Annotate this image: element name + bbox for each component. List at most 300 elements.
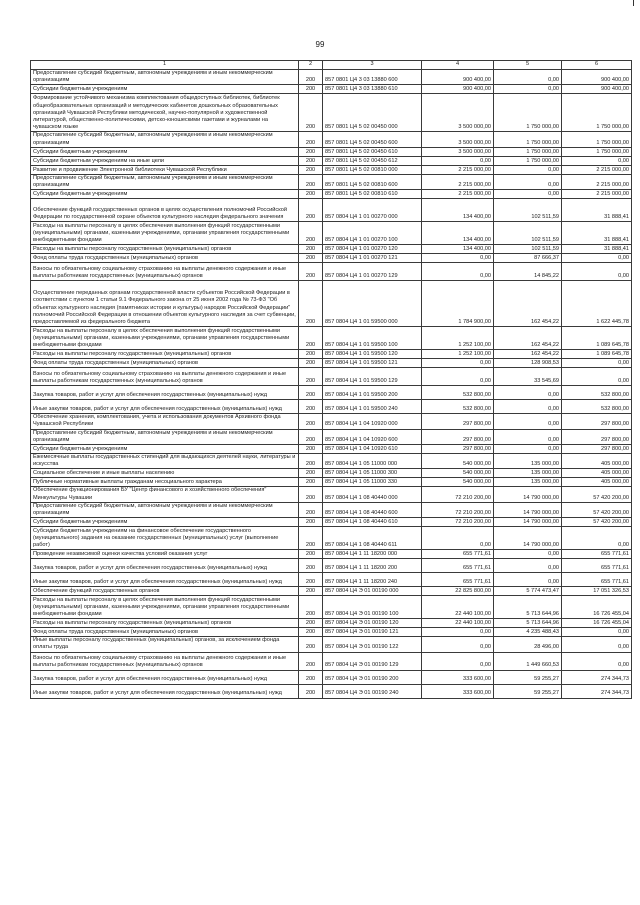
row-amount-change: 0,00 xyxy=(494,165,562,174)
row-amount-total: 57 420 200,00 xyxy=(562,518,632,527)
row-amount-plan: 3 500 000,00 xyxy=(422,147,494,156)
row-amount-change: 135 000,00 xyxy=(494,469,562,478)
row-section: 200 xyxy=(299,263,323,281)
row-name: Субсидии бюджетным учреждениям xyxy=(31,147,299,156)
row-amount-total: 16 726 455,04 xyxy=(562,619,632,628)
row-name: Предоставление субсидий бюджетным, автономным учреждениям и иным некоммерческим организациям xyxy=(31,174,299,189)
row-code: 857 0804 Ц4 1 11 18200 000 xyxy=(323,550,422,559)
row-name: Субсидии бюджетным учреждениям xyxy=(31,190,299,199)
row-amount-total: 0,00 xyxy=(562,359,632,368)
row-amount-change: 5 713 644,96 xyxy=(494,619,562,628)
row-section: 200 xyxy=(299,199,323,222)
row-section: 200 xyxy=(299,414,323,429)
row-amount-plan: 3 500 000,00 xyxy=(422,132,494,147)
row-amount-plan: 0,00 xyxy=(422,637,494,652)
row-amount-total: 0,00 xyxy=(562,628,632,637)
row-section: 200 xyxy=(299,190,323,199)
row-name: Субсидии бюджетным учреждениям xyxy=(31,518,299,527)
row-name: Предоставление субсидий бюджетным, автономным учреждениям и иным некоммерческим организациям xyxy=(31,70,299,85)
row-section: 200 xyxy=(299,478,323,487)
table-row xyxy=(31,94,632,132)
row-name: Предоставление субсидий бюджетным, автономным учреждениям и иным некоммерческим организациям xyxy=(31,132,299,147)
table-row xyxy=(31,368,632,386)
page-number: 99 xyxy=(315,40,325,49)
table-row xyxy=(31,573,632,587)
row-amount-plan: 532 800,00 xyxy=(422,400,494,414)
row-amount-change: 0,00 xyxy=(494,414,562,429)
row-section: 200 xyxy=(299,487,323,502)
row-amount-plan: 2 215 000,00 xyxy=(422,190,494,199)
row-name: Расходы на выплаты персоналу в целях обеспечения выполнения функций государственными (муниципальными) органами, казенными учреждениями, органами управления государственными внебюджетными фондами xyxy=(31,222,299,245)
table-row xyxy=(31,445,632,454)
row-amount-total: 274 344,73 xyxy=(562,684,632,698)
row-amount-plan: 900 400,00 xyxy=(422,85,494,94)
row-code: 857 0804 Ц4 1 01 59500 120 xyxy=(323,350,422,359)
row-code: 857 0804 Ц4 1 01 59500 129 xyxy=(323,368,422,386)
table-row xyxy=(31,165,632,174)
row-code: 857 0801 Ц4 3 03 13880 600 xyxy=(323,70,422,85)
row-amount-change: 4 235 488,43 xyxy=(494,628,562,637)
row-amount-change: 0,00 xyxy=(494,85,562,94)
row-name: Расходы на выплаты персоналу государственных (муниципальных) органов xyxy=(31,350,299,359)
row-code: 857 0804 Ц4 1 05 11000 000 xyxy=(323,454,422,469)
row-amount-change: 0,00 xyxy=(494,445,562,454)
row-name: Обеспечение функций государственных органов xyxy=(31,587,299,596)
row-amount-total: 274 344,73 xyxy=(562,670,632,684)
row-amount-change: 14 845,22 xyxy=(494,263,562,281)
row-amount-change: 33 545,69 xyxy=(494,368,562,386)
table-row xyxy=(31,478,632,487)
row-amount-total: 57 420 200,00 xyxy=(562,502,632,517)
table-row xyxy=(31,263,632,281)
row-name: Иные выплаты персоналу государственных (муниципальных) органов, за исключением фонда оплаты труда xyxy=(31,637,299,652)
row-amount-total: 31 888,41 xyxy=(562,199,632,222)
corner-mark xyxy=(633,0,634,6)
row-amount-total: 31 888,41 xyxy=(562,222,632,245)
table-body xyxy=(31,70,632,699)
row-amount-plan: 2 215 000,00 xyxy=(422,174,494,189)
row-section: 200 xyxy=(299,222,323,245)
table-row xyxy=(31,587,632,596)
table-row xyxy=(31,550,632,559)
row-section: 200 xyxy=(299,147,323,156)
row-amount-total: 297 800,00 xyxy=(562,429,632,444)
row-section: 200 xyxy=(299,94,323,132)
row-amount-change: 59 255,27 xyxy=(494,670,562,684)
row-amount-change: 0,00 xyxy=(494,174,562,189)
row-amount-plan: 540 000,00 xyxy=(422,454,494,469)
row-name: Иные закупки товаров, работ и услуг для обеспечения государственных (муниципальных) нужд xyxy=(31,573,299,587)
row-section: 200 xyxy=(299,684,323,698)
row-amount-change: 0,00 xyxy=(494,573,562,587)
row-amount-plan: 22 825 800,00 xyxy=(422,587,494,596)
row-section: 200 xyxy=(299,174,323,189)
table-row xyxy=(31,652,632,670)
row-name: Взносы по обязательному социальному страхованию на выплаты денежного содержания и иные выплаты работникам государственных (муниципальных) органов xyxy=(31,368,299,386)
row-name: Расходы на выплаты персоналу государственных (муниципальных) органов xyxy=(31,619,299,628)
row-code: 857 0804 Ц4 1 01 59500 000 xyxy=(323,281,422,327)
row-section: 200 xyxy=(299,550,323,559)
row-section: 200 xyxy=(299,386,323,400)
row-name: Расходы на выплаты персоналу в целях обеспечения выполнения функций государственными (муниципальными) органами, казенными учреждениями, органами управления государственными внебюджетными фондами xyxy=(31,327,299,350)
row-section: 200 xyxy=(299,245,323,254)
row-code: 857 0804 Ц4 1 04 10920 600 xyxy=(323,429,422,444)
table-row xyxy=(31,518,632,527)
row-code: 857 0804 Ц4 1 04 10920 610 xyxy=(323,445,422,454)
row-name: Расходы на выплаты персоналу государственных (муниципальных) органов xyxy=(31,245,299,254)
table-row xyxy=(31,386,632,400)
row-name: Субсидии бюджетным учреждениям на иные цели xyxy=(31,156,299,165)
row-amount-change: 87 666,37 xyxy=(494,254,562,263)
row-amount-total: 900 400,00 xyxy=(562,85,632,94)
row-code: 857 0804 Ц4 Э 01 00190 129 xyxy=(323,652,422,670)
row-name: Развитие и продвижение Электронной библиотеки Чувашской Республики xyxy=(31,165,299,174)
row-name: Закупка товаров, работ и услуг для обеспечения государственных (муниципальных) нужд xyxy=(31,670,299,684)
row-code: 857 0801 Ц4 5 02 00810 600 xyxy=(323,174,422,189)
row-section: 200 xyxy=(299,359,323,368)
row-amount-total: 532 800,00 xyxy=(562,400,632,414)
table-row xyxy=(31,454,632,469)
table-row xyxy=(31,527,632,550)
row-amount-plan: 2 215 000,00 xyxy=(422,165,494,174)
row-amount-plan: 333 600,00 xyxy=(422,670,494,684)
row-code: 857 0801 Ц4 5 02 00450 610 xyxy=(323,147,422,156)
row-amount-total: 297 800,00 xyxy=(562,414,632,429)
row-code: 857 0801 Ц4 5 02 00450 612 xyxy=(323,156,422,165)
row-amount-plan: 1 252 100,00 xyxy=(422,350,494,359)
row-name: Субсидии бюджетным учреждениям xyxy=(31,445,299,454)
row-section: 200 xyxy=(299,518,323,527)
row-amount-change: 14 790 000,00 xyxy=(494,518,562,527)
table-row xyxy=(31,222,632,245)
row-code: 857 0804 Ц4 Э 01 00190 000 xyxy=(323,587,422,596)
row-section: 200 xyxy=(299,368,323,386)
row-amount-change: 28 496,00 xyxy=(494,637,562,652)
table-row xyxy=(31,400,632,414)
row-amount-plan: 297 800,00 xyxy=(422,429,494,444)
row-amount-plan: 655 771,61 xyxy=(422,559,494,573)
row-code: 857 0804 Ц4 1 11 18200 200 xyxy=(323,559,422,573)
row-amount-total: 1 622 445,78 xyxy=(562,281,632,327)
row-amount-change: 102 511,59 xyxy=(494,222,562,245)
row-amount-plan: 72 210 200,00 xyxy=(422,502,494,517)
row-section: 200 xyxy=(299,670,323,684)
table-row xyxy=(31,619,632,628)
row-name: Иные закупки товаров, работ и услуг для обеспечения государственных (муниципальных) нужд xyxy=(31,400,299,414)
row-amount-total: 2 215 000,00 xyxy=(562,165,632,174)
row-section: 200 xyxy=(299,628,323,637)
row-amount-plan: 0,00 xyxy=(422,254,494,263)
row-section: 200 xyxy=(299,70,323,85)
row-amount-total: 1 750 000,00 xyxy=(562,94,632,132)
row-section: 200 xyxy=(299,132,323,147)
row-section: 200 xyxy=(299,637,323,652)
header-col-1: 1 xyxy=(31,61,299,70)
row-section: 200 xyxy=(299,327,323,350)
row-code: 857 0804 Ц4 1 11 18200 240 xyxy=(323,573,422,587)
table-row xyxy=(31,487,632,502)
table-row xyxy=(31,327,632,350)
row-name: Иные закупки товаров, работ и услуг для обеспечения государственных (муниципальных) нужд xyxy=(31,684,299,698)
row-section: 200 xyxy=(299,156,323,165)
row-code: 857 0801 Ц4 5 02 00810 000 xyxy=(323,165,422,174)
row-amount-total: 1 750 000,00 xyxy=(562,147,632,156)
row-amount-change: 1 750 000,00 xyxy=(494,147,562,156)
row-amount-change: 1 750 000,00 xyxy=(494,132,562,147)
row-amount-change: 128 908,53 xyxy=(494,359,562,368)
row-section: 200 xyxy=(299,350,323,359)
table-row xyxy=(31,350,632,359)
row-amount-change: 5 774 473,47 xyxy=(494,587,562,596)
row-name: Фонд оплаты труда государственных (муниципальных) органов xyxy=(31,254,299,263)
header-col-2: 2 xyxy=(299,61,323,70)
row-section: 200 xyxy=(299,454,323,469)
row-amount-total: 0,00 xyxy=(562,368,632,386)
row-amount-total: 900 400,00 xyxy=(562,70,632,85)
row-name: Взносы по обязательному социальному страхованию на выплаты денежного содержания и иные выплаты работникам государственных (муниципальных) органов xyxy=(31,263,299,281)
row-code: 857 0804 Ц4 1 08 40440 611 xyxy=(323,527,422,550)
row-code: 857 0801 Ц4 5 02 00450 000 xyxy=(323,94,422,132)
row-name: Предоставление субсидий бюджетным, автономным учреждениям и иным некоммерческим организациям xyxy=(31,502,299,517)
table-row xyxy=(31,559,632,573)
row-amount-plan: 1 784 900,00 xyxy=(422,281,494,327)
table-row xyxy=(31,670,632,684)
row-amount-total: 17 051 326,53 xyxy=(562,587,632,596)
row-section: 200 xyxy=(299,85,323,94)
table-row xyxy=(31,281,632,327)
row-section: 200 xyxy=(299,619,323,628)
row-amount-plan: 134 400,00 xyxy=(422,222,494,245)
row-amount-plan: 72 210 200,00 xyxy=(422,518,494,527)
row-amount-plan: 0,00 xyxy=(422,527,494,550)
row-amount-total: 1 089 645,78 xyxy=(562,327,632,350)
row-code: 857 0804 Ц4 1 01 00270 120 xyxy=(323,245,422,254)
table-row xyxy=(31,254,632,263)
row-code: 857 0804 Ц4 Э 01 00190 200 xyxy=(323,670,422,684)
row-name: Субсидии бюджетным учреждениям на финансовое обеспечение государственного (муниципального) задания на оказание государственных (муниципальных) услуг (выполнение работ) xyxy=(31,527,299,550)
row-amount-change: 135 000,00 xyxy=(494,454,562,469)
row-amount-plan: 900 400,00 xyxy=(422,70,494,85)
row-code: 857 0801 Ц4 5 02 00450 600 xyxy=(323,132,422,147)
row-amount-plan: 0,00 xyxy=(422,156,494,165)
row-amount-change: 102 511,59 xyxy=(494,245,562,254)
row-amount-plan: 540 000,00 xyxy=(422,478,494,487)
row-amount-change: 59 255,27 xyxy=(494,684,562,698)
row-section: 200 xyxy=(299,400,323,414)
row-amount-change: 0,00 xyxy=(494,386,562,400)
row-section: 200 xyxy=(299,652,323,670)
row-amount-total: 0,00 xyxy=(562,156,632,165)
row-amount-change: 0,00 xyxy=(494,190,562,199)
row-section: 200 xyxy=(299,469,323,478)
table-header-row xyxy=(31,61,632,70)
row-amount-change: 5 713 644,96 xyxy=(494,596,562,619)
row-code: 857 0804 Ц4 1 01 00270 129 xyxy=(323,263,422,281)
row-code: 857 0804 Ц4 Э 01 00190 122 xyxy=(323,637,422,652)
row-amount-change: 162 454,22 xyxy=(494,281,562,327)
row-amount-change: 0,00 xyxy=(494,70,562,85)
row-amount-plan: 22 440 100,00 xyxy=(422,619,494,628)
row-section: 200 xyxy=(299,281,323,327)
row-amount-change: 0,00 xyxy=(494,550,562,559)
row-amount-total: 405 000,00 xyxy=(562,478,632,487)
row-section: 200 xyxy=(299,527,323,550)
row-code: 857 0801 Ц4 3 03 13880 610 xyxy=(323,85,422,94)
table-row xyxy=(31,245,632,254)
row-amount-total: 655 771,61 xyxy=(562,573,632,587)
row-section: 200 xyxy=(299,165,323,174)
header-col-5: 5 xyxy=(494,61,562,70)
budget-table xyxy=(30,60,632,699)
header-col-3: 3 xyxy=(323,61,422,70)
row-section: 200 xyxy=(299,587,323,596)
row-amount-total: 16 726 455,04 xyxy=(562,596,632,619)
table-row xyxy=(31,174,632,189)
row-code: 857 0804 Ц4 1 04 10920 000 xyxy=(323,414,422,429)
row-name: Обеспечение хранения, комплектования, учета и использования документов Архивного фонда Чувашской Республики xyxy=(31,414,299,429)
row-amount-plan: 297 800,00 xyxy=(422,414,494,429)
table-row xyxy=(31,70,632,85)
row-amount-plan: 0,00 xyxy=(422,263,494,281)
row-amount-total: 0,00 xyxy=(562,527,632,550)
row-section: 200 xyxy=(299,254,323,263)
row-name: Ежемесячные выплаты государственных стипендий для выдающихся деятелей науки, литературы и искусства xyxy=(31,454,299,469)
row-amount-total: 57 420 200,00 xyxy=(562,487,632,502)
row-section: 200 xyxy=(299,429,323,444)
row-amount-total: 405 000,00 xyxy=(562,454,632,469)
table-row xyxy=(31,359,632,368)
row-amount-change: 1 449 660,53 xyxy=(494,652,562,670)
row-section: 200 xyxy=(299,573,323,587)
row-amount-change: 0,00 xyxy=(494,559,562,573)
table-row xyxy=(31,596,632,619)
table-row xyxy=(31,132,632,147)
row-name: Социальное обеспечение и иные выплаты населению xyxy=(31,469,299,478)
row-amount-change: 14 790 000,00 xyxy=(494,502,562,517)
row-amount-plan: 655 771,61 xyxy=(422,573,494,587)
table-row xyxy=(31,429,632,444)
table-row xyxy=(31,637,632,652)
row-amount-change: 14 790 000,00 xyxy=(494,527,562,550)
table-row xyxy=(31,85,632,94)
row-amount-total: 0,00 xyxy=(562,263,632,281)
row-code: 857 0804 Ц4 1 08 40440 000 xyxy=(323,487,422,502)
row-code: 857 0804 Ц4 1 01 59500 240 xyxy=(323,400,422,414)
row-code: 857 0804 Ц4 Э 01 00190 240 xyxy=(323,684,422,698)
table-row xyxy=(31,502,632,517)
row-section: 200 xyxy=(299,445,323,454)
row-name: Предоставление субсидий бюджетным, автономным учреждениям и иным некоммерческим организациям xyxy=(31,429,299,444)
row-code: 857 0804 Ц4 1 01 59500 200 xyxy=(323,386,422,400)
row-amount-plan: 0,00 xyxy=(422,652,494,670)
row-amount-change: 14 790 000,00 xyxy=(494,487,562,502)
row-code: 857 0801 Ц4 5 02 00810 610 xyxy=(323,190,422,199)
row-amount-plan: 72 210 200,00 xyxy=(422,487,494,502)
row-name: Обеспечение функций государственных органов в целях осуществления полномочий Российской Федерации по государственной охране объектов культурного наследия федерального значения xyxy=(31,199,299,222)
row-name: Формирование устойчивого механизма комплектования общедоступных библиотек, библиотек общеобразовательных организаций и методических кабинетов дошкольных образовательных организаций Чувашской Республики методической, научно-популярной и художественной литературой, общественно-политическими, детско-юношескими газетами и журналами на чувашском языке xyxy=(31,94,299,132)
row-section: 200 xyxy=(299,559,323,573)
row-amount-total: 31 888,41 xyxy=(562,245,632,254)
table-row xyxy=(31,628,632,637)
row-amount-total: 0,00 xyxy=(562,652,632,670)
table-row xyxy=(31,414,632,429)
row-amount-plan: 540 000,00 xyxy=(422,469,494,478)
row-amount-total: 297 800,00 xyxy=(562,445,632,454)
row-name: Обеспечение функционирования БУ "Центр финансового и хозяйственного обеспечения" Минкультуры Чувашии xyxy=(31,487,299,502)
row-amount-plan: 297 800,00 xyxy=(422,445,494,454)
row-amount-plan: 1 252 100,00 xyxy=(422,327,494,350)
row-amount-total: 655 771,61 xyxy=(562,550,632,559)
row-amount-plan: 134 400,00 xyxy=(422,199,494,222)
row-code: 857 0804 Ц4 Э 01 00190 100 xyxy=(323,596,422,619)
table-row xyxy=(31,156,632,165)
row-code: 857 0804 Ц4 1 08 40440 600 xyxy=(323,502,422,517)
table-row xyxy=(31,190,632,199)
row-amount-total: 0,00 xyxy=(562,637,632,652)
row-amount-total: 532 800,00 xyxy=(562,386,632,400)
row-amount-plan: 22 440 100,00 xyxy=(422,596,494,619)
row-code: 857 0804 Ц4 Э 01 00190 121 xyxy=(323,628,422,637)
row-code: 857 0804 Ц4 1 05 11000 330 xyxy=(323,478,422,487)
row-code: 857 0804 Ц4 1 01 00270 100 xyxy=(323,222,422,245)
row-amount-plan: 0,00 xyxy=(422,359,494,368)
row-name: Закупка товаров, работ и услуг для обеспечения государственных (муниципальных) нужд xyxy=(31,386,299,400)
row-name: Проведение независимой оценки качества условий оказания услуг xyxy=(31,550,299,559)
row-amount-change: 1 750 000,00 xyxy=(494,94,562,132)
row-amount-change: 102 511,59 xyxy=(494,199,562,222)
row-amount-change: 0,00 xyxy=(494,429,562,444)
row-amount-plan: 134 400,00 xyxy=(422,245,494,254)
row-amount-plan: 3 500 000,00 xyxy=(422,94,494,132)
row-code: 857 0804 Ц4 1 01 59500 100 xyxy=(323,327,422,350)
row-section: 200 xyxy=(299,502,323,517)
row-amount-change: 162 454,22 xyxy=(494,327,562,350)
row-amount-change: 162 454,22 xyxy=(494,350,562,359)
row-name: Фонд оплаты труда государственных (муниципальных) органов xyxy=(31,628,299,637)
row-code: 857 0804 Ц4 1 01 59500 121 xyxy=(323,359,422,368)
row-amount-total: 0,00 xyxy=(562,254,632,263)
row-amount-total: 2 215 000,00 xyxy=(562,190,632,199)
row-amount-change: 0,00 xyxy=(494,400,562,414)
row-code: 857 0804 Ц4 1 01 00270 121 xyxy=(323,254,422,263)
row-amount-plan: 532 800,00 xyxy=(422,386,494,400)
row-name: Субсидии бюджетным учреждениям xyxy=(31,85,299,94)
row-amount-change: 1 750 000,00 xyxy=(494,156,562,165)
row-name: Осуществление переданных органам государственной власти субъектов Российской Федерации в соответствии с пунктом 1 статьи 9.1 Федерального закона от 25 июня 2002 года № 73-ФЗ "Об объектах культурного наследия (памятниках истории и культуры) народов Российской Федерации" полномочий Российской Федерации в отношении объектов культурного наследия за счет субвенции, предоставляемой из федерального бюджета xyxy=(31,281,299,327)
row-amount-plan: 333 600,00 xyxy=(422,684,494,698)
row-code: 857 0804 Ц4 1 05 11000 300 xyxy=(323,469,422,478)
row-amount-total: 1 750 000,00 xyxy=(562,132,632,147)
row-name: Расходы на выплаты персоналу в целях обеспечения выполнения функций государственными (муниципальными) органами, казенными учреждениями, органами управления государственными внебюджетными фондами xyxy=(31,596,299,619)
header-col-4: 4 xyxy=(422,61,494,70)
header-col-6: 6 xyxy=(562,61,632,70)
row-amount-total: 405 000,00 xyxy=(562,469,632,478)
row-amount-change: 135 000,00 xyxy=(494,478,562,487)
row-amount-total: 1 089 645,78 xyxy=(562,350,632,359)
row-name: Закупка товаров, работ и услуг для обеспечения государственных (муниципальных) нужд xyxy=(31,559,299,573)
row-amount-total: 655 771,61 xyxy=(562,559,632,573)
row-code: 857 0804 Ц4 1 08 40440 610 xyxy=(323,518,422,527)
table-row xyxy=(31,469,632,478)
row-amount-total: 2 215 000,00 xyxy=(562,174,632,189)
row-name: Фонд оплаты труда государственных (муниципальных) органов xyxy=(31,359,299,368)
row-name: Взносы по обязательному социальному страхованию на выплаты денежного содержания и иные выплаты работникам государственных (муниципальных) органов xyxy=(31,652,299,670)
row-section: 200 xyxy=(299,596,323,619)
row-code: 857 0804 Ц4 1 01 00270 000 xyxy=(323,199,422,222)
row-code: 857 0804 Ц4 Э 01 00190 120 xyxy=(323,619,422,628)
table-row xyxy=(31,684,632,698)
row-amount-plan: 655 771,61 xyxy=(422,550,494,559)
